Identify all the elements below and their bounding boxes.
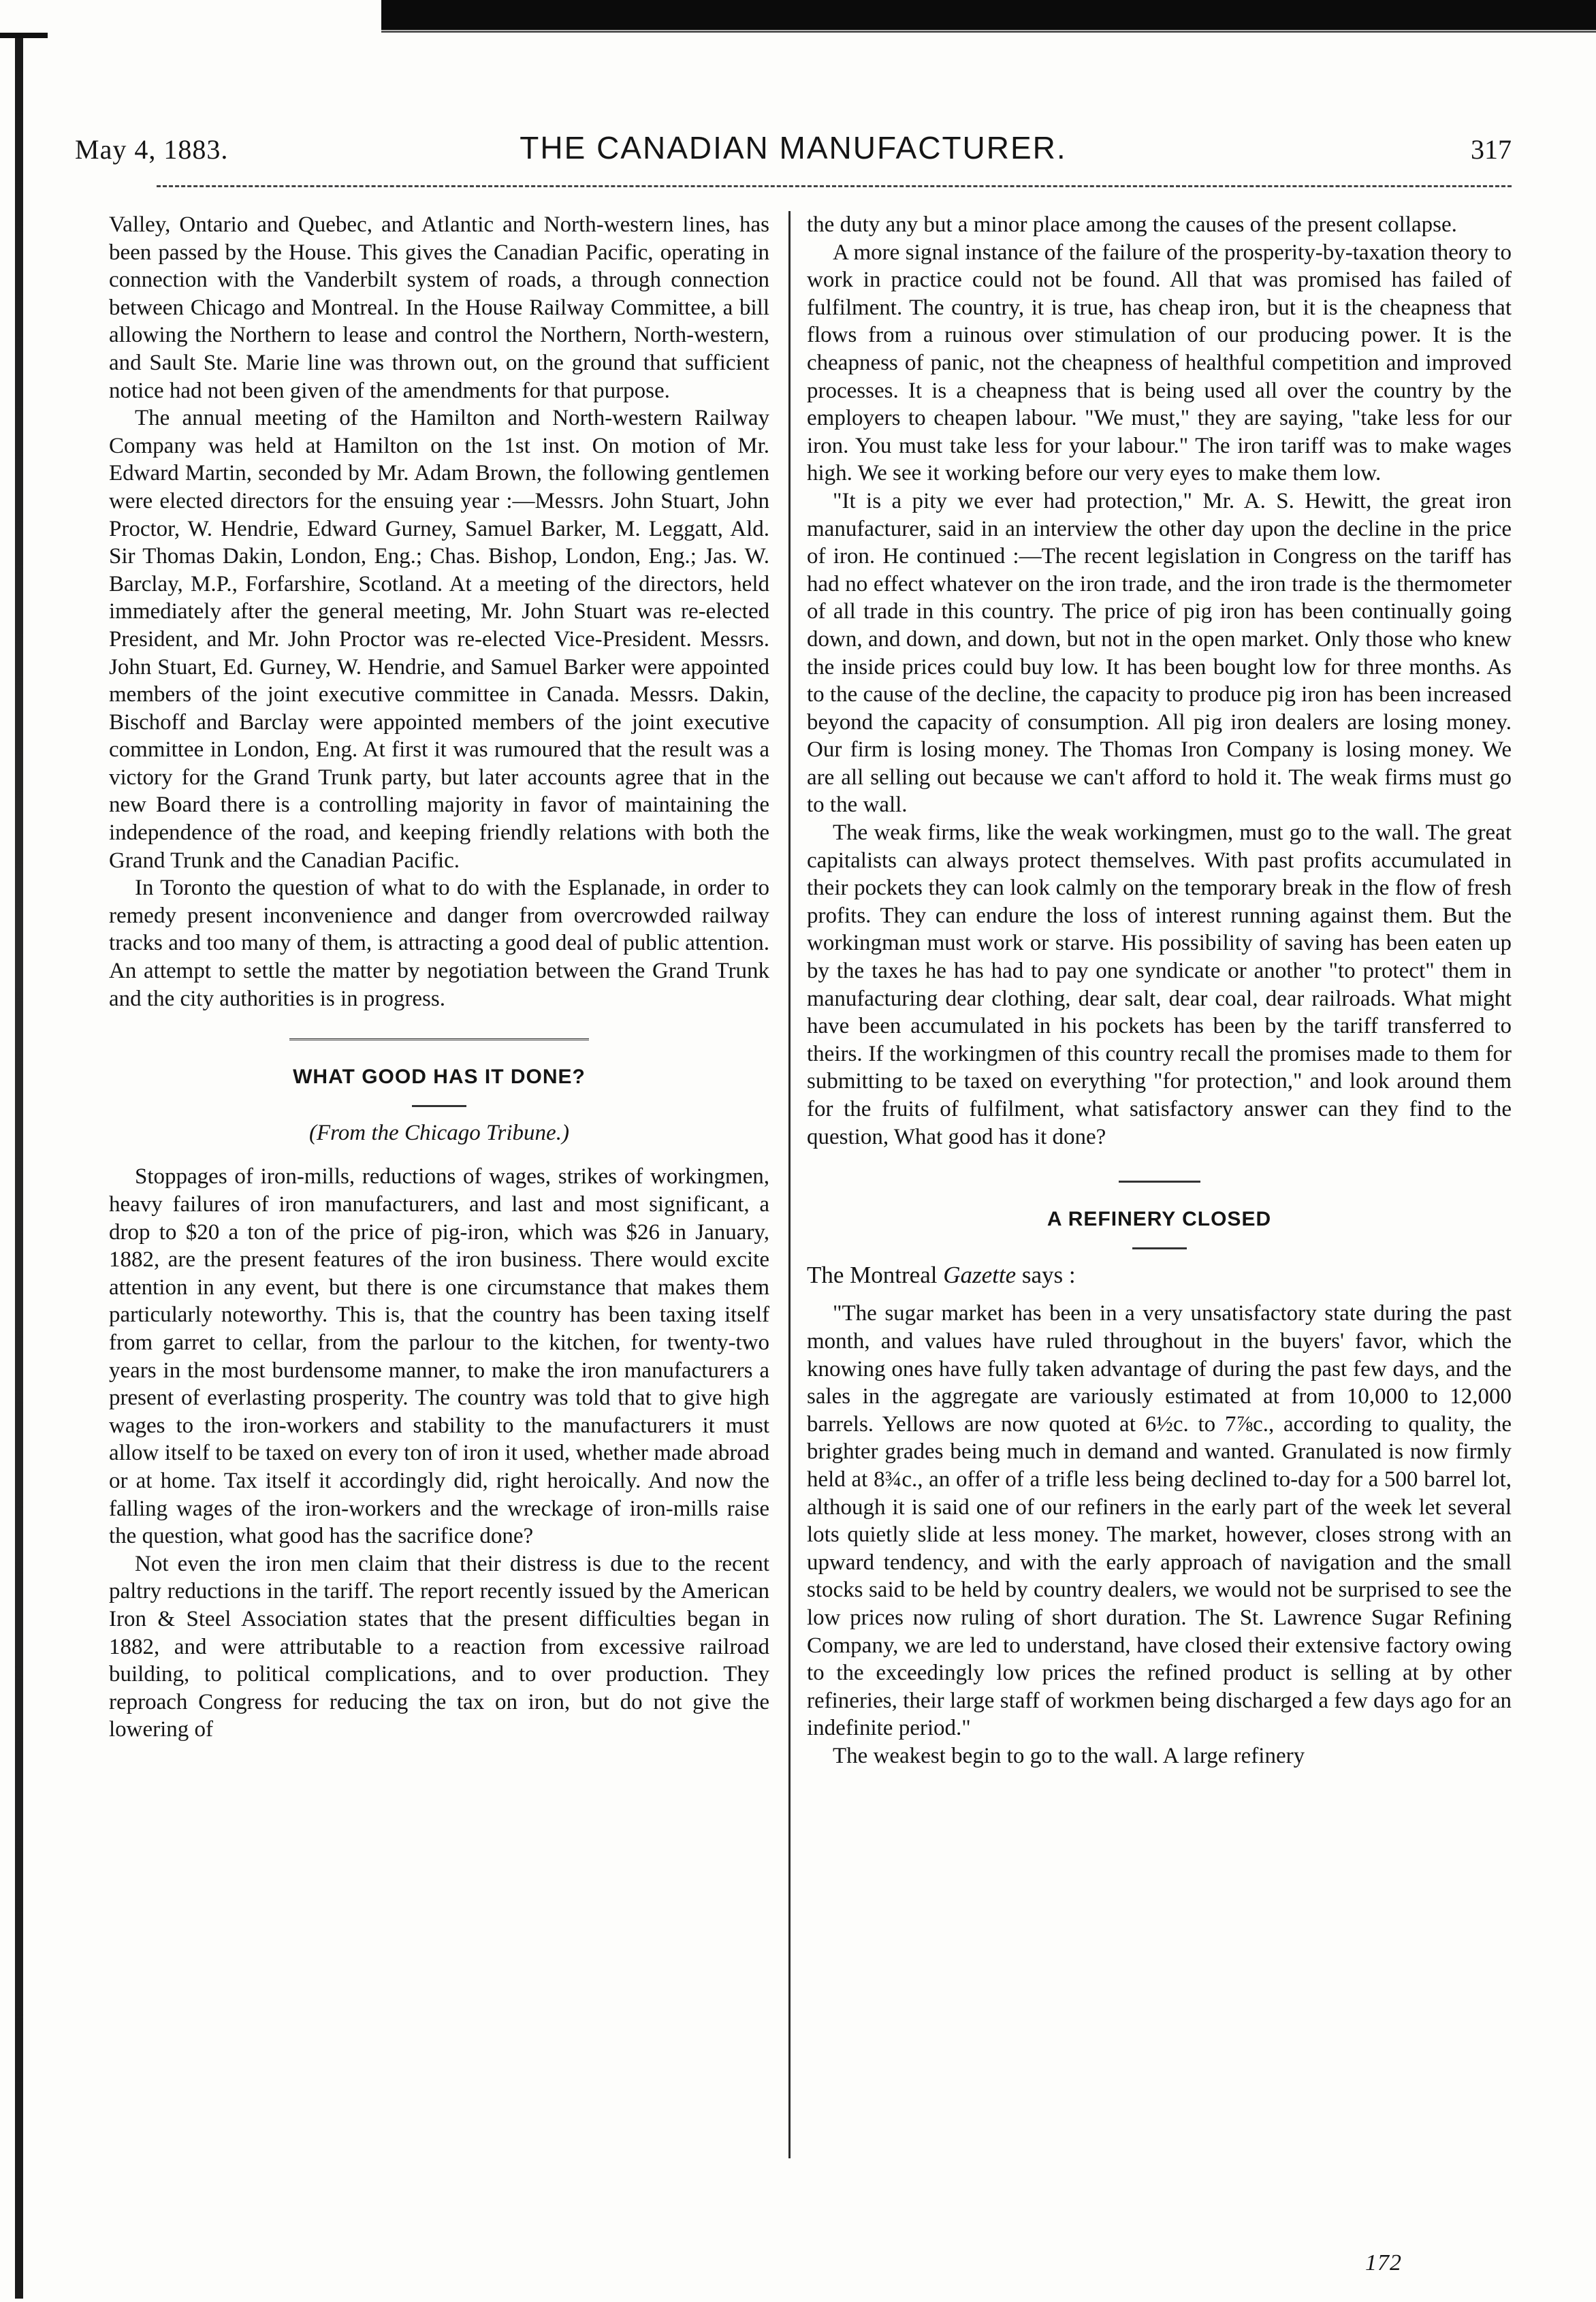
- railway-paragraph: Valley, Ontario and Quebec, and Atlantic and North-western lines, has been passed by the House. This gives the Canadian Pacific, operating in connection with the Vanderbilt system of roads, a through connection between Chicago and Montreal. In the House Railway Committee, a bill allowing the Northern to lease and control the Northern, North-western, and Sault Ste. Marie line was thrown out, on the ground that sufficient notice had not been given of the amendments for that purpose.: [109, 212, 769, 403]
- article-continuation: the duty any but a minor place among the causes of the present collapse.: [807, 212, 1457, 237]
- header-rule: [157, 185, 1512, 187]
- intro-suffix: says :: [1016, 1261, 1076, 1288]
- publication-name: Gazette: [943, 1261, 1017, 1288]
- section-divider: [1119, 1181, 1200, 1183]
- gazette-quote: "The sugar market has been in a very unsatisfactory state during the past month, and values have ruled throughout in the buyers' favor, which the knowing ones have fully taken advantage of during the past few days, and the sales in the aggregate are variously estimated at from 10,000 to 12,000 barrels. Yellows are now quoted at 6½c. to 7⅞c., according to quality, the brighter grades being much in demand and wanted. Granulated is now firmly held at 8¾c., an offer of a trifle less being declined to-day for a 500 barrel lot, although it is said one of our refiners in the early part of the week let several lots quietly slide at less money. The market, however, closes strong with an upward tendency, and with the early approach of navigation and the small stocks said to be held by country dealers, we would not be surprised to see the low prices now ruling of short duration. The St. Lawrence Sugar Refining Company, we are led to understand, have closed their extensive factory owing to the exceedingly low prices the refined product is selling at by other refineries, their large staff of workmen being discharged a few days ago for an indefinite period.": [807, 1301, 1512, 1741]
- folio-mark: 172: [1365, 2250, 1402, 2275]
- closing-line: The weakest begin to go to the wall. A large refinery: [833, 1743, 1305, 1768]
- article-paragraph: The weak firms, like the weak workingmen, must go to the wall. The great capitalists can always protect themselves. With past profits accumulated in their pockets they can look calmly on the temporary break in the flow of fresh profits. They can endure the loss of interest running against them. But the workingman must work or starve. His possibility of saving has been eaten up by the taxes he has had to pay one syndicate or another "to protect" them in manufacturing dear clothing, dear salt, dear coal, dear railroads. What might have been accumulated in his pockets has been by the tariff transferred to theirs. If the workingmen of this country recall the promises made to them for submitting to be taxed on everything "for protection," and look around them for the fruits of fulfilment, what satisfactory answer can they find to the question, What good has it done?: [807, 820, 1512, 1149]
- article-heading-what-good: WHAT GOOD HAS IT DONE?: [293, 1066, 586, 1089]
- section-divider: [289, 1038, 589, 1040]
- publication-title: THE CANADIAN MANUFACTURER.: [520, 130, 1067, 165]
- article-paragraph: Not even the iron men claim that their distress is due to the recent paltry reductions in the tariff. The report recently issued by the American Iron & Steel Association states that the present difficulties began in 1882, and were attributable to a reaction from excessive railroad building, to political complications, and to over production. They reproach Congress for reducing the tax on iron, but do not give the lowering of: [109, 1551, 769, 1742]
- page-number: 317: [1471, 134, 1512, 165]
- heading-underline: [1132, 1247, 1187, 1249]
- page-header: [75, 129, 1512, 170]
- heading-underline: [412, 1105, 466, 1107]
- hewitt-quote-paragraph: "It is a pity we ever had protection," Mr. A. S. Hewitt, the great iron manufacturer, said in an interview the other day upon the decline in the price of iron. He continued :—The recent legislation in Congress on the tariff has had no effect whatever on the iron trade, and the iron trade is the thermometer of all trade in this country. The price of pig iron has been continually going down, and down, and down, but not in the open market. Only those who knew the inside prices could buy low. It has been bought low for three months. As to the cause of the decline, the capacity to produce pig iron has been increased beyond the capacity of consumption. All pig iron dealers are losing money. Our firm is losing money. The Thomas Iron Company is losing money. We are all selling out because we can't afford to hold it. The weak firms must go to the wall.: [807, 488, 1512, 818]
- article-paragraph: Stoppages of iron-mills, reductions of wages, strikes of workingmen, heavy failures of iron manufacturers, and last and most significant, a drop to $20 a ton of the price of pig-iron, which was $26 in January, 1882, are the present features of the iron business. There would excite attention in any event, but there is one circumstance that makes them particularly noteworthy. This is, that the country has been taxing itself from garret to cellar, from the parlour to the kitchen, for twenty-two years in the most burdensome manner, to make the iron manufacturers a present of everlasting prosperity. The country was told that to give high wages to the iron-workers and stability to the manufacturers it must allow itself to be taxed on every ton of iron it used, whether made abroad or at home. Tax itself it accordingly did, right heroically. And now the falling wages of the iron-workers and the wreckage of iron-mills raise the question, what good has the sacrifice done?: [109, 1164, 769, 1549]
- issue-date: May 4, 1883.: [75, 134, 229, 165]
- gazette-intro-line: [807, 1262, 1512, 1290]
- left-column: [109, 211, 769, 1744]
- hamilton-meeting-paragraph: The annual meeting of the Hamilton and North-western Railway Company was held at Hamilton on the 1st inst. On motion of Mr. Edward Martin, seconded by Mr. Adam Brown, the following gentlemen were elected directors for the ensuing year :—Messrs. John Stuart, John Proctor, W. Hendrie, Edward Gurney, Samuel Barker, M. Leggatt, Ald. Sir Thomas Dakin, London, Eng.; Chas. Bishop, London, Eng.; Jas. W. Barclay, M.P., Forfarshire, Scotland. At a meeting of the directors, held immediately after the general meeting, Mr. John Stuart was re-elected President, and Mr. John Proctor was re-elected Vice-President. Messrs. John Stuart, Ed. Gurney, W. Hendrie, and Samuel Barker were appointed members of the joint executive committee in Canada. Messrs. Dakin, Bischoff and Barclay were appointed members of the joint executive committee in London, Eng. At first it was rumoured that the result was a victory for the Grand Trunk party, but later accounts agree that in the new Board there is a controlling majority in favor of maintaining the independence of the road, and keeping friendly relations with both the Grand Trunk and the Canadian Pacific.: [109, 406, 769, 873]
- top-scan-bar: [381, 0, 1596, 30]
- article-paragraph: A more signal instance of the failure of the prosperity-by-taxation theory to work in practice could not be found. All that was promised has failed of fulfilment. The country, it is true, has cheap iron, but it is the cheapness that flows from a ruinous over stimulation of our producing power. It is the cheapness of panic, not the cheapness of healthful competition and improved processes. It is a cheapness that is being used all over the country by the employers to cheapen labour. "We must," they are saying, "take less for our iron. You must take less for your labour." The iron tariff was to make wages high. We see it working before our very eyes to make them low.: [807, 240, 1512, 486]
- article-heading-refinery: A REFINERY CLOSED: [1047, 1208, 1272, 1231]
- column-divider: [788, 211, 791, 2158]
- right-column: [807, 211, 1512, 1770]
- binding-edge-mark: [0, 33, 48, 63]
- esplanade-paragraph: In Toronto the question of what to do with the Esplanade, in order to remedy present inconvenience and danger from overcrowded railway tracks and too many of them, is attracting a good deal of public attention. An attempt to settle the matter by negotiation between the Grand Trunk and the city authorities is in progress.: [109, 876, 769, 1011]
- intro-prefix: The Montreal: [807, 1261, 944, 1288]
- article-source: (From the Chicago Tribune.): [309, 1120, 569, 1145]
